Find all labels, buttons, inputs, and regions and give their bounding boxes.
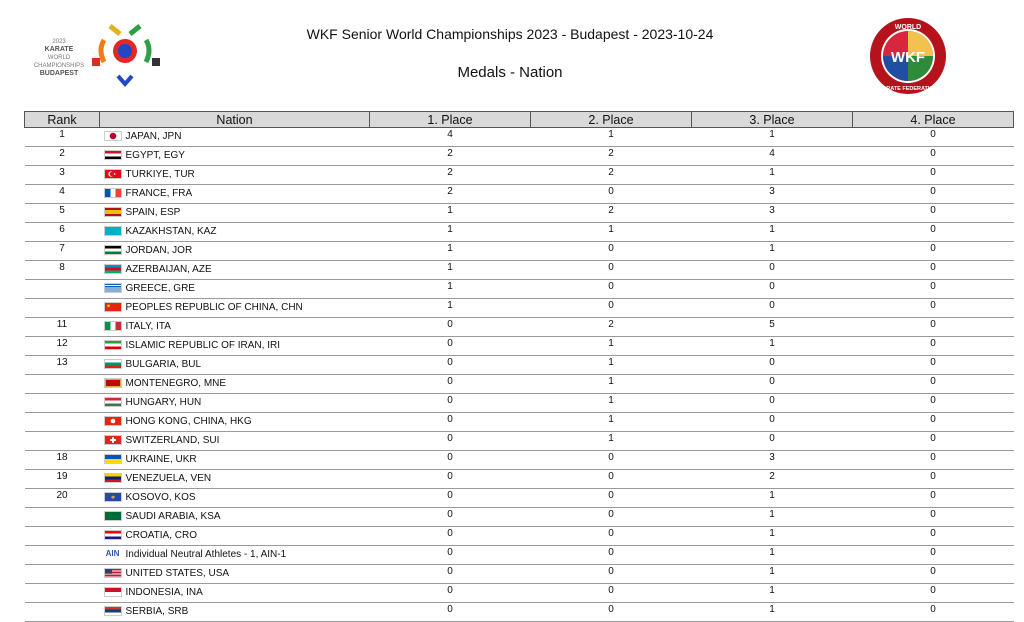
rank-cell xyxy=(25,432,100,451)
third-place-count: 1 xyxy=(692,242,853,261)
third-place-count: 1 xyxy=(692,546,853,565)
jpn-flag-icon xyxy=(104,131,122,141)
rank-cell xyxy=(25,546,100,565)
ukr-flag-icon xyxy=(104,454,122,464)
fourth-place-count: 0 xyxy=(853,394,1014,413)
table-row xyxy=(25,299,1014,318)
ita-flag-icon xyxy=(104,321,122,331)
hun-flag-icon xyxy=(104,397,122,407)
ksa-flag-icon xyxy=(104,511,122,521)
table-row xyxy=(25,489,1014,508)
wkf-logo-bottom-text: KARATE FEDERATION xyxy=(878,86,938,92)
second-place-count: 0 xyxy=(531,565,692,584)
fra-flag-icon xyxy=(104,188,122,198)
nation-name: MONTENEGRO, MNE xyxy=(125,378,227,389)
second-place-count: 1 xyxy=(531,375,692,394)
rank-cell: 5 xyxy=(25,204,100,223)
first-place-count: 0 xyxy=(370,394,531,413)
bul-flag-icon xyxy=(104,359,122,369)
wkf-logo xyxy=(868,16,948,96)
gre-flag-icon xyxy=(104,283,122,293)
fourth-place-count: 0 xyxy=(853,223,1014,242)
second-place-count: 2 xyxy=(531,204,692,223)
second-place-count: 1 xyxy=(531,128,692,147)
fourth-place-count: 0 xyxy=(853,584,1014,603)
first-place-count: 0 xyxy=(370,375,531,394)
table-row xyxy=(25,185,1014,204)
third-place-count: 5 xyxy=(692,318,853,337)
column-header-second-place: 2. Place xyxy=(531,112,692,128)
nation-cell xyxy=(100,489,370,508)
rank-cell xyxy=(25,603,100,622)
third-place-count: 3 xyxy=(692,204,853,223)
second-place-count: 1 xyxy=(531,394,692,413)
table-row xyxy=(25,470,1014,489)
ina-flag-icon xyxy=(104,587,122,597)
column-header-third-place: 3. Place xyxy=(692,112,853,128)
fourth-place-count: 0 xyxy=(853,451,1014,470)
nation-name: VENEZUELA, VEN xyxy=(125,473,212,484)
nation-name: FRANCE, FRA xyxy=(125,188,193,199)
column-header-fourth-place: 4. Place xyxy=(853,112,1014,128)
rank-cell: 12 xyxy=(25,337,100,356)
nation-cell xyxy=(100,413,370,432)
third-place-count: 1 xyxy=(692,223,853,242)
first-place-count: 0 xyxy=(370,603,531,622)
third-place-count: 0 xyxy=(692,413,853,432)
third-place-count: 3 xyxy=(692,185,853,204)
nation-name: JORDAN, JOR xyxy=(125,245,193,256)
table-row xyxy=(25,166,1014,185)
table-row xyxy=(25,546,1014,565)
third-place-count: 0 xyxy=(692,261,853,280)
fourth-place-count: 0 xyxy=(853,185,1014,204)
third-place-count: 1 xyxy=(692,527,853,546)
kaz-flag-icon xyxy=(104,226,122,236)
nation-name: EGYPT, EGY xyxy=(125,150,185,161)
second-place-count: 0 xyxy=(531,261,692,280)
esp-flag-icon xyxy=(104,207,122,217)
first-place-count: 1 xyxy=(370,299,531,318)
nation-cell xyxy=(100,546,370,565)
page-header xyxy=(0,0,1024,110)
nation-cell xyxy=(100,565,370,584)
nation-cell xyxy=(100,356,370,375)
fourth-place-count: 0 xyxy=(853,546,1014,565)
first-place-count: 1 xyxy=(370,261,531,280)
nation-name: SPAIN, ESP xyxy=(125,207,181,218)
nation-name: PEOPLES REPUBLIC OF CHINA, CHN xyxy=(125,302,303,313)
wkf-logo-center-text: WKF xyxy=(890,49,926,66)
tur-flag-icon xyxy=(104,169,122,179)
fourth-place-count: 0 xyxy=(853,128,1014,147)
rank-cell: 7 xyxy=(25,242,100,261)
nation-name: AZERBAIJAN, AZE xyxy=(125,264,212,275)
third-place-count: 0 xyxy=(692,432,853,451)
third-place-count: 1 xyxy=(692,603,853,622)
logo-city: BUDAPEST xyxy=(39,70,79,77)
fourth-place-count: 0 xyxy=(853,280,1014,299)
nation-cell xyxy=(100,147,370,166)
fourth-place-count: 0 xyxy=(853,603,1014,622)
table-row xyxy=(25,147,1014,166)
fourth-place-count: 0 xyxy=(853,413,1014,432)
second-place-count: 0 xyxy=(531,489,692,508)
second-place-count: 2 xyxy=(531,318,692,337)
nation-cell xyxy=(100,394,370,413)
table-row xyxy=(25,451,1014,470)
table-row xyxy=(25,527,1014,546)
third-place-count: 1 xyxy=(692,337,853,356)
rank-cell: 11 xyxy=(25,318,100,337)
nation-cell xyxy=(100,223,370,242)
nation-name: KAZAKHSTAN, KAZ xyxy=(125,226,217,237)
first-place-count: 2 xyxy=(370,166,531,185)
mne-flag-icon xyxy=(104,378,122,388)
second-place-count: 2 xyxy=(531,166,692,185)
rank-cell xyxy=(25,299,100,318)
nation-name: SWITZERLAND, SUI xyxy=(125,435,220,446)
second-place-count: 1 xyxy=(531,223,692,242)
fourth-place-count: 0 xyxy=(853,147,1014,166)
nation-name: JAPAN, JPN xyxy=(125,131,182,142)
nation-cell xyxy=(100,508,370,527)
nation-name: HONG KONG, CHINA, HKG xyxy=(125,416,252,427)
rank-cell: 13 xyxy=(25,356,100,375)
nation-cell xyxy=(100,166,370,185)
second-place-count: 0 xyxy=(531,546,692,565)
iri-flag-icon xyxy=(104,340,122,350)
second-place-count: 1 xyxy=(531,432,692,451)
rank-cell xyxy=(25,375,100,394)
third-place-count: 1 xyxy=(692,128,853,147)
third-place-count: 0 xyxy=(692,394,853,413)
first-place-count: 2 xyxy=(370,185,531,204)
logo-line1: KARATE xyxy=(44,46,74,53)
third-place-count: 0 xyxy=(692,375,853,394)
fourth-place-count: 0 xyxy=(853,299,1014,318)
aze-flag-icon xyxy=(104,264,122,274)
first-place-count: 0 xyxy=(370,584,531,603)
second-place-count: 1 xyxy=(531,337,692,356)
nation-cell xyxy=(100,337,370,356)
second-place-count: 1 xyxy=(531,413,692,432)
fourth-place-count: 0 xyxy=(853,261,1014,280)
rank-cell: 18 xyxy=(25,451,100,470)
second-place-count: 0 xyxy=(531,603,692,622)
first-place-count: 0 xyxy=(370,432,531,451)
wkf-logo-top-text: WORLD xyxy=(894,24,922,31)
table-row xyxy=(25,223,1014,242)
medals-table xyxy=(24,111,1014,622)
nation-name: Individual Neutral Athletes - 1, AIN-1 xyxy=(125,549,287,560)
nation-name: UKRAINE, UKR xyxy=(125,454,197,465)
nation-cell xyxy=(100,299,370,318)
nation-cell xyxy=(100,185,370,204)
table-row xyxy=(25,565,1014,584)
rank-cell: 3 xyxy=(25,166,100,185)
first-place-count: 0 xyxy=(370,546,531,565)
nation-cell xyxy=(100,603,370,622)
rank-cell: 20 xyxy=(25,489,100,508)
rank-cell: 4 xyxy=(25,185,100,204)
first-place-count: 0 xyxy=(370,413,531,432)
first-place-count: 0 xyxy=(370,451,531,470)
nation-cell xyxy=(100,261,370,280)
fourth-place-count: 0 xyxy=(853,489,1014,508)
second-place-count: 0 xyxy=(531,242,692,261)
rank-cell xyxy=(25,508,100,527)
nation-name: BULGARIA, BUL xyxy=(125,359,202,370)
nation-cell xyxy=(100,470,370,489)
nation-name: TURKIYE, TUR xyxy=(125,169,195,180)
second-place-count: 0 xyxy=(531,280,692,299)
first-place-count: 0 xyxy=(370,508,531,527)
nation-cell xyxy=(100,280,370,299)
table-row xyxy=(25,432,1014,451)
ven-flag-icon xyxy=(104,473,122,483)
second-place-count: 0 xyxy=(531,185,692,204)
nation-cell xyxy=(100,204,370,223)
usa-flag-icon xyxy=(104,568,122,578)
table-row xyxy=(25,261,1014,280)
nation-name: INDONESIA, INA xyxy=(125,587,203,598)
first-place-count: 1 xyxy=(370,204,531,223)
second-place-count: 0 xyxy=(531,584,692,603)
nation-name: KOSOVO, KOS xyxy=(125,492,196,503)
cro-flag-icon xyxy=(104,530,122,540)
table-row xyxy=(25,204,1014,223)
fourth-place-count: 0 xyxy=(853,432,1014,451)
table-row xyxy=(25,242,1014,261)
rank-cell xyxy=(25,280,100,299)
fourth-place-count: 0 xyxy=(853,527,1014,546)
page-subtitle: Medals - Nation xyxy=(457,64,563,81)
third-place-count: 1 xyxy=(692,166,853,185)
fourth-place-count: 0 xyxy=(853,470,1014,489)
fourth-place-count: 0 xyxy=(853,318,1014,337)
first-place-count: 2 xyxy=(370,147,531,166)
second-place-count: 0 xyxy=(531,527,692,546)
rank-cell xyxy=(25,527,100,546)
table-row xyxy=(25,375,1014,394)
nation-cell xyxy=(100,318,370,337)
nation-name: UNITED STATES, USA xyxy=(125,568,230,579)
rank-cell xyxy=(25,394,100,413)
logo-year: 2023 xyxy=(52,39,66,45)
egy-flag-icon xyxy=(104,150,122,160)
rank-cell xyxy=(25,584,100,603)
table-row xyxy=(25,413,1014,432)
karateka-figure-icon xyxy=(90,18,165,93)
rank-cell: 19 xyxy=(25,470,100,489)
column-header-first-place: 1. Place xyxy=(370,112,531,128)
rank-cell: 2 xyxy=(25,147,100,166)
kos-flag-icon xyxy=(104,492,122,502)
rank-cell: 6 xyxy=(25,223,100,242)
nation-name: GREECE, GRE xyxy=(125,283,195,294)
nation-cell xyxy=(100,584,370,603)
fourth-place-count: 0 xyxy=(853,166,1014,185)
championship-logo-text xyxy=(30,38,88,78)
table-row xyxy=(25,584,1014,603)
third-place-count: 3 xyxy=(692,451,853,470)
fourth-place-count: 0 xyxy=(853,242,1014,261)
first-place-count: 0 xyxy=(370,318,531,337)
nation-cell xyxy=(100,451,370,470)
nation-name: HUNGARY, HUN xyxy=(125,397,202,408)
nation-cell xyxy=(100,128,370,147)
second-place-count: 0 xyxy=(531,470,692,489)
nation-name: CROATIA, CRO xyxy=(125,530,197,541)
third-place-count: 1 xyxy=(692,565,853,584)
fourth-place-count: 0 xyxy=(853,204,1014,223)
rank-cell: 1 xyxy=(25,128,100,147)
table-row xyxy=(25,280,1014,299)
nation-name: SERBIA, SRB xyxy=(125,606,189,617)
first-place-count: 0 xyxy=(370,527,531,546)
page-title: WKF Senior World Championships 2023 - Budapest - 2023-10-24 xyxy=(306,26,714,42)
third-place-count: 1 xyxy=(692,489,853,508)
column-header-nation: Nation xyxy=(100,112,370,128)
third-place-count: 1 xyxy=(692,584,853,603)
logo-line2: WORLD CHAMPIONSHIPS xyxy=(33,55,85,69)
second-place-count: 0 xyxy=(531,299,692,318)
third-place-count: 0 xyxy=(692,280,853,299)
first-place-count: 1 xyxy=(370,280,531,299)
chn-flag-icon xyxy=(104,302,122,312)
third-place-count: 2 xyxy=(692,470,853,489)
rank-cell: 8 xyxy=(25,261,100,280)
nation-name: ITALY, ITA xyxy=(125,321,171,332)
third-place-count: 0 xyxy=(692,356,853,375)
table-row xyxy=(25,318,1014,337)
table-row xyxy=(25,603,1014,622)
nation-cell xyxy=(100,375,370,394)
table-row xyxy=(25,128,1014,147)
fourth-place-count: 0 xyxy=(853,356,1014,375)
first-place-count: 1 xyxy=(370,223,531,242)
fourth-place-count: 0 xyxy=(853,337,1014,356)
rank-cell xyxy=(25,565,100,584)
third-place-count: 1 xyxy=(692,508,853,527)
third-place-count: 4 xyxy=(692,147,853,166)
fourth-place-count: 0 xyxy=(853,565,1014,584)
sui-flag-icon xyxy=(104,435,122,445)
second-place-count: 2 xyxy=(531,147,692,166)
first-place-count: 0 xyxy=(370,470,531,489)
first-place-count: 0 xyxy=(370,356,531,375)
first-place-count: 1 xyxy=(370,242,531,261)
second-place-count: 1 xyxy=(531,356,692,375)
table-row xyxy=(25,508,1014,527)
first-place-count: 0 xyxy=(370,337,531,356)
nation-name: SAUDI ARABIA, KSA xyxy=(125,511,221,522)
second-place-count: 0 xyxy=(531,451,692,470)
ain-flag-icon: AIN xyxy=(104,549,122,559)
table-header-row xyxy=(25,112,1014,128)
first-place-count: 0 xyxy=(370,489,531,508)
jor-flag-icon xyxy=(104,245,122,255)
hkg-flag-icon xyxy=(104,416,122,426)
column-header-rank: Rank xyxy=(25,112,100,128)
first-place-count: 0 xyxy=(370,565,531,584)
second-place-count: 0 xyxy=(531,508,692,527)
rank-cell xyxy=(25,413,100,432)
nation-cell xyxy=(100,242,370,261)
table-row xyxy=(25,337,1014,356)
fourth-place-count: 0 xyxy=(853,508,1014,527)
fourth-place-count: 0 xyxy=(853,375,1014,394)
table-row xyxy=(25,394,1014,413)
nation-cell xyxy=(100,432,370,451)
first-place-count: 4 xyxy=(370,128,531,147)
table-row xyxy=(25,356,1014,375)
championship-logo xyxy=(30,18,165,93)
nation-name: ISLAMIC REPUBLIC OF IRAN, IRI xyxy=(125,340,280,351)
third-place-count: 0 xyxy=(692,299,853,318)
nation-cell xyxy=(100,527,370,546)
